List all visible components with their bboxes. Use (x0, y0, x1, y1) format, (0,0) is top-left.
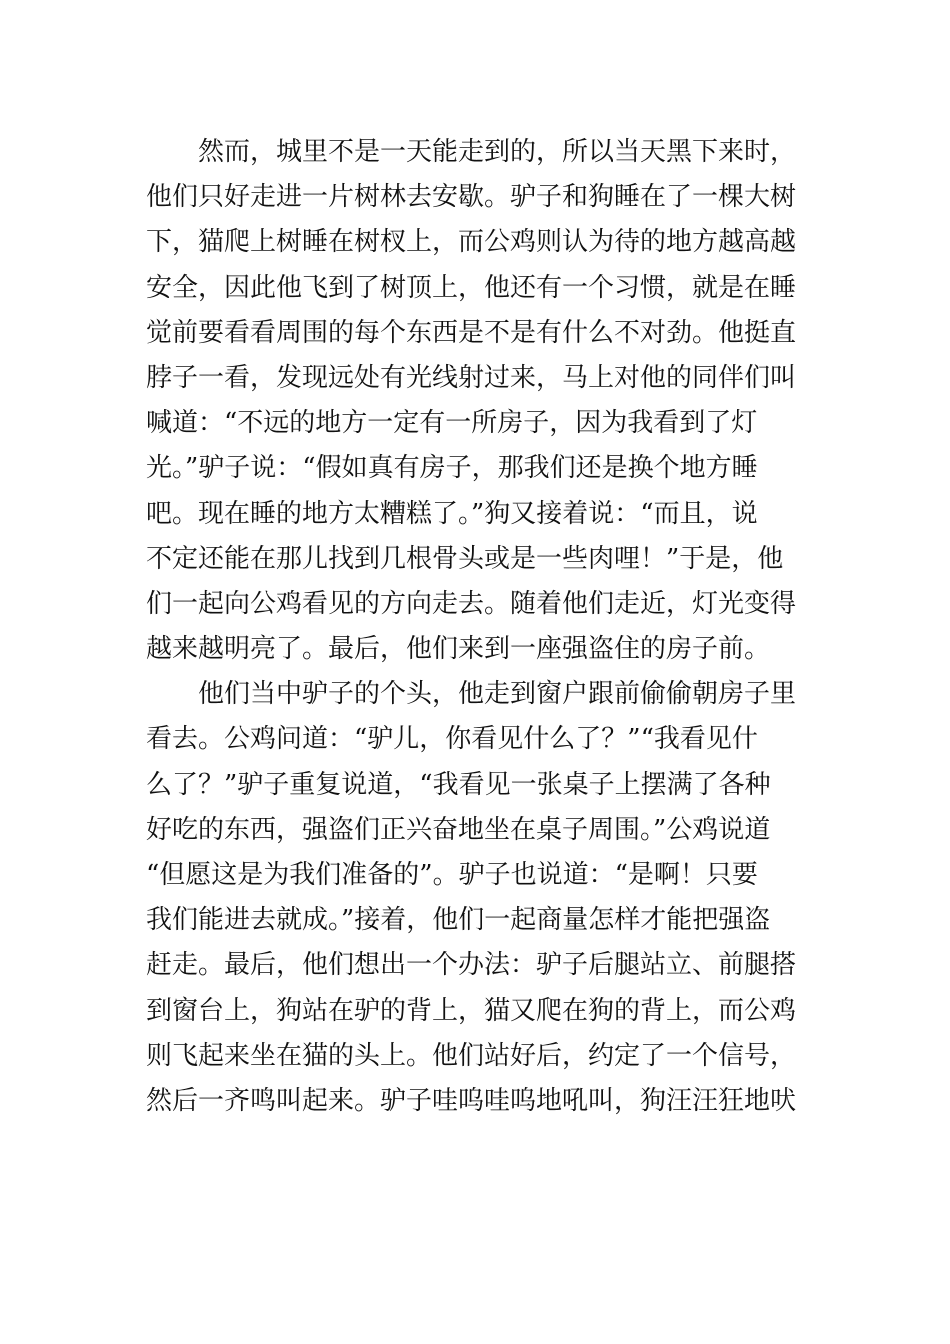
text-line: 越来越明亮了。最后，他们来到一座强盗住的房子前。 (146, 634, 771, 665)
story-text (146, 130, 806, 1124)
text-line: 赶走。最后，他们想出一个办法：驴子后腿站立、前腿搭 (146, 950, 797, 981)
text-line: 下，猫爬上树睡在树杈上，而公鸡则认为待的地方越高越 (146, 227, 797, 258)
text-line: 喊道：“不远的地方一定有一所房子，因为我看到了灯 (146, 408, 758, 439)
text-line: 光。”驴子说：“假如真有房子，那我们还是换个地方睡 (146, 453, 758, 484)
text-line: 然后一齐鸣叫起来。驴子哇呜哇呜地吼叫，狗汪汪狂地吠 (146, 1085, 797, 1116)
text-line: 好吃的东西，强盗们正兴奋地坐在桌子周围。”公鸡说道 (146, 814, 771, 845)
text-line: 脖子一看，发现远处有光线射过来，马上对他的同伴们叫 (146, 362, 797, 393)
text-line: 到窗台上，狗站在驴的背上，猫又爬在狗的背上，而公鸡 (146, 995, 797, 1026)
text-line: 则飞起来坐在猫的头上。他们站好后，约定了一个信号， (146, 1040, 797, 1071)
text-line: 吧。现在睡的地方太糟糕了。”狗又接着说：“而且，说 (146, 498, 758, 529)
text-line: 们一起向公鸡看见的方向走去。随着他们走近，灯光变得 (146, 588, 797, 619)
text-line: 看去。公鸡问道：“驴儿，你看见什么了？”“我看见什 (146, 724, 758, 755)
text-line: 不定还能在那儿找到几根骨头或是一些肉哩！”于是，他 (146, 543, 784, 574)
text-line: 我们能进去就成。”接着，他们一起商量怎样才能把强盗 (146, 905, 771, 936)
text-line: 么了？”驴子重复说道，“我看见一张桌子上摆满了各种 (146, 769, 771, 800)
text-line: 安全，因此他飞到了树顶上，他还有一个习惯，就是在睡 (146, 272, 797, 303)
text-line: 他们当中驴子的个头，他走到窗户跟前偷偷朝房子里 (198, 679, 797, 710)
text-line: “但愿这是为我们准备的”。驴子也说道：“是啊！只要 (146, 860, 758, 890)
text-line: 觉前要看看周围的每个东西是不是有什么不对劲。他挺直 (146, 317, 797, 348)
text-line: 然而，城里不是一天能走到的，所以当天黑下来时， (198, 137, 797, 167)
text-line: 他们只好走进一片树林去安歇。驴子和狗睡在了一棵大树 (146, 182, 797, 213)
